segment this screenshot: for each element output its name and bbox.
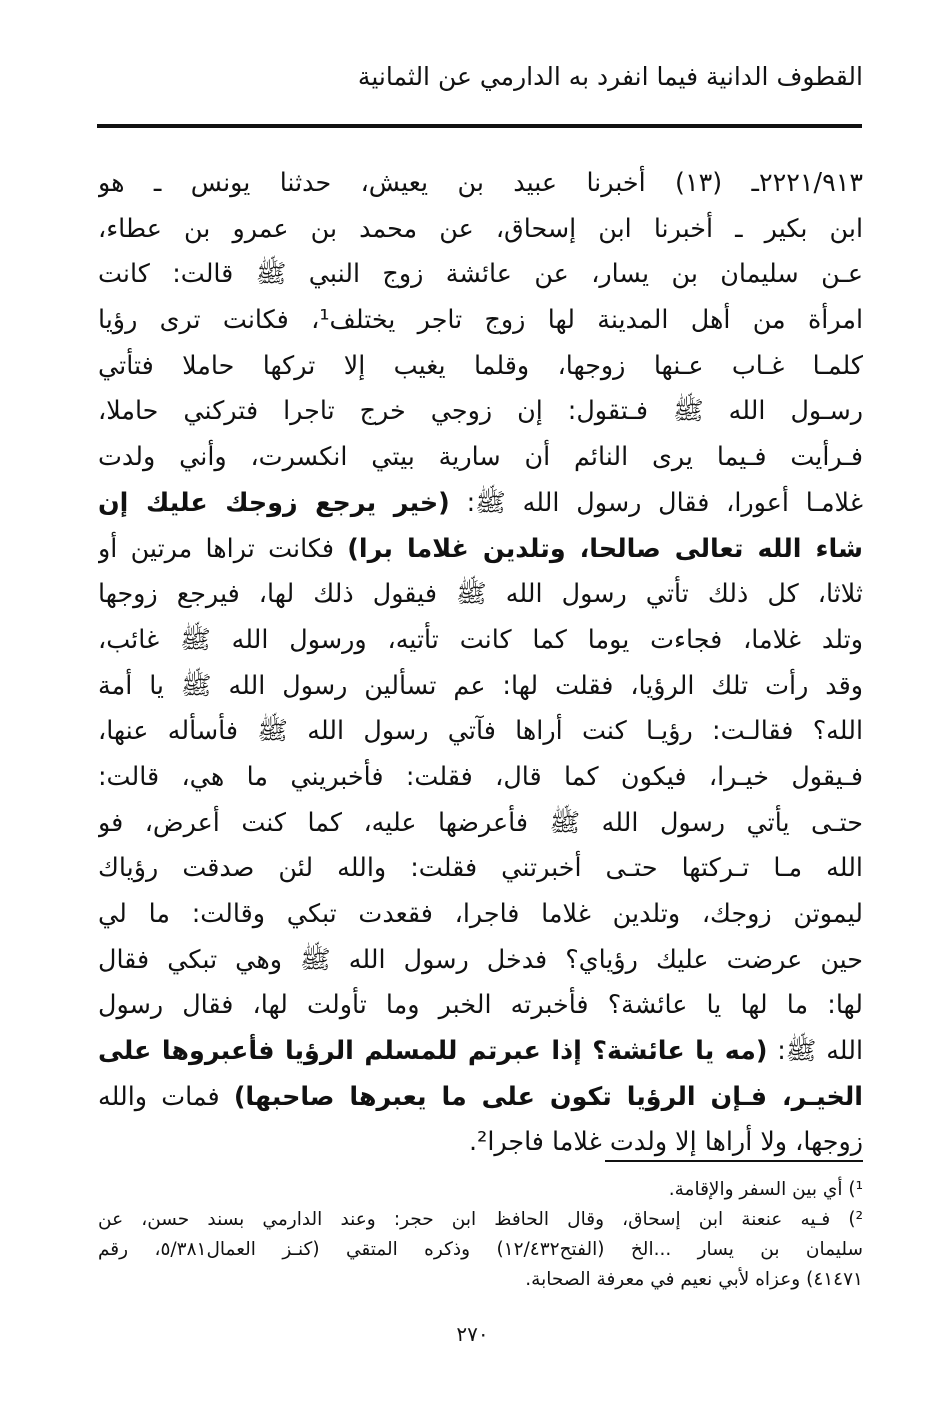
hadith-line: الله؟ فقالـت: رؤيـا كنت أراها فآتي رسول الله ﷺ فأسأله عنها،: [98, 715, 863, 746]
prophet-quote-bold: (خير يرجع زوجك عليك إن: [98, 486, 450, 517]
hadith-line: الله مـا تـركتها حتـى أخبرتني فقلت: والله لئن صدقت رؤياك: [98, 852, 863, 883]
hadith-line: حتـى يأتي رسول الله ﷺ فأعرضها عليه، كما كنت أعرض، فو: [98, 806, 863, 837]
hadith-line: ابن بكير ـ أخبرنا ابن إسحاق، عن محمد بن عمرو بن عطاء،: [98, 212, 863, 243]
hadith-line: رسـول الله ﷺ فـتقول: إن زوجي خرج تاجرا فتركني حاملا،: [98, 395, 863, 426]
hadith-line: زوجها، ولا أراها إلا ولدت غلاما فاجرا².: [469, 1126, 863, 1157]
hadith-line-text: فكانت تراها مرتين أو: [98, 532, 334, 563]
hadith-line: امرأة من أهل المدينة لها زوج تاجر يختلف¹، فكانت ترى رؤيا: [98, 304, 863, 335]
page-number: ٢٧٠: [456, 1322, 489, 1346]
hadith-line: وتلد غلاما، فجاءت يوما كما كانت تأتيه، ورسول الله ﷺ غائب،: [98, 623, 863, 654]
footnote-rule: [605, 1160, 863, 1162]
hadith-line: [98, 1028, 863, 1074]
prophet-quote-bold: (مه يا عائشة؟ إذا عبرتم للمسلم الرؤيا فأعبروها على: [98, 1035, 768, 1066]
prophet-quote-bold: الخيـر، فـإن الرؤيا تكون على ما يعبرها صاحبها): [233, 1080, 863, 1111]
prophet-quote-bold: شاء الله تعالى صالحا، وتلدين غلاما برا): [347, 532, 863, 563]
hadith-line: [98, 480, 863, 526]
hadith-line-text: غلامـا أعورا، فقال رسول الله ﷺ:: [466, 486, 863, 517]
hadith-line: [98, 1074, 863, 1120]
hadith-line: ثلاثا، كل ذلك تأتي رسول الله ﷺ فيقول ذلك لها، فيرجع زوجها: [98, 578, 863, 609]
hadith-line: كلمـا غـاب عـنها زوجها، وقلما يغيب إلا تركها حاملا فتأتي: [98, 349, 863, 380]
hadith-line: عـن سليمان بن يسار، عن عائشة زوج النبي ﷺ قالت: كانت: [98, 258, 863, 289]
running-header-title: القطوف الدانية فيما انفرد به الدارمي عن الثمانية: [357, 62, 863, 91]
footnote-2-line: سليمان بن يسار ...الخ (الفتح١٢/٤٣٢) وذكره المتقي (كنـز العمال٥/٣٨١، رقم: [98, 1239, 863, 1260]
footnote-2-line: ²) فـيه عنعنة ابن إسحاق، وقال الحافظ ابن حجر: وعند الدارمي بسند حسن، عن: [98, 1209, 863, 1230]
footnote-1: ¹) أي بين السفر والإقامة.: [668, 1179, 863, 1200]
hadith-line: حين عرضت عليك رؤياي؟ فدخل رسول الله ﷺ وهي تبكي فقال: [98, 943, 863, 974]
hadith-line: ليموتن زوجك، وتلدين غلاما فاجرا، فقعدت تبكي وقالت: ما لي: [98, 898, 863, 928]
hadith-line: ٢٢٢١/٩١٣ـ (١٣) أخبرنا عبيد بن يعيش، حدثنا يونس ـ هو: [98, 167, 863, 197]
hadith-line: [98, 526, 863, 572]
hadith-text: [98, 160, 863, 1165]
footnotes: [98, 1175, 863, 1295]
footnote-2-line: ٤١٤٧١) وعزاه لأبي نعيم في معرفة الصحابة.: [525, 1269, 863, 1290]
hadith-line: فـرأيت فـيما يرى النائم أن سارية بيتي انكسرت، وأني ولدت: [98, 441, 863, 472]
hadith-line: وقد رأت تلك الرؤيا، فقلت لها: عم تسألين رسول الله ﷺ يا أمة: [98, 669, 863, 700]
hadith-line: لها: ما لها يا عائشة؟ فأخبرته الخبر وما تأولت لها، فقال رسول: [98, 989, 863, 1020]
hadith-line-text: الله ﷺ:: [777, 1035, 863, 1066]
hadith-line-text: فمات والله: [98, 1080, 220, 1111]
hadith-line: فـيقول خيـرا، فيكون كما قال، فقلت: فأخبريني ما هي، قالت:: [98, 760, 863, 791]
header-rule: [97, 124, 862, 128]
